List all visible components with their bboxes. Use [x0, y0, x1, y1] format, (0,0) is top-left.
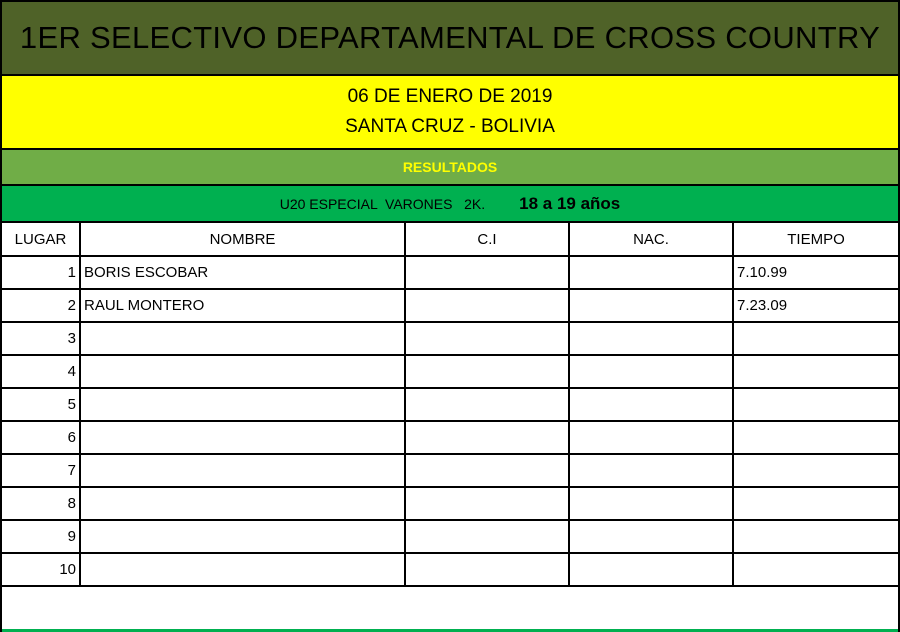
- column-header-ci: C.I: [405, 223, 569, 256]
- name-cell: [80, 520, 405, 553]
- ci-cell: [405, 322, 569, 355]
- table-row: [2, 322, 898, 355]
- name-cell: [80, 553, 405, 586]
- event-title: 1ER SELECTIVO DEPARTAMENTAL DE CROSS COUNTRY: [2, 0, 898, 76]
- place-cell: 9: [2, 520, 80, 553]
- place-cell: 8: [2, 487, 80, 520]
- nac-cell: [569, 487, 733, 520]
- place-cell: 3: [2, 322, 80, 355]
- time-cell: [733, 487, 898, 520]
- table-row: [2, 553, 898, 586]
- place-cell: 2: [2, 289, 80, 322]
- nac-cell: [569, 421, 733, 454]
- section-heading: RESULTADOS: [2, 150, 898, 186]
- column-header-nac: NAC.: [569, 223, 733, 256]
- name-cell: [80, 487, 405, 520]
- category-label: U20 ESPECIAL VARONES 2K.: [279, 195, 486, 212]
- name-cell: [80, 322, 405, 355]
- name-cell: BORIS ESCOBAR: [80, 256, 405, 289]
- nac-cell: [569, 289, 733, 322]
- table-row: [2, 388, 898, 421]
- ci-cell: [405, 355, 569, 388]
- name-cell: [80, 454, 405, 487]
- ci-cell: [405, 421, 569, 454]
- place-cell: 7: [2, 454, 80, 487]
- time-cell: [733, 520, 898, 553]
- results-table: [2, 223, 898, 587]
- name-cell: RAUL MONTERO: [80, 289, 405, 322]
- nac-cell: [569, 520, 733, 553]
- header-row: [2, 223, 898, 256]
- table-row: [2, 355, 898, 388]
- event-info: [2, 76, 898, 150]
- table-row: [2, 256, 898, 289]
- table-row: [2, 520, 898, 553]
- column-header-lugar: LUGAR: [2, 223, 80, 256]
- nac-cell: [569, 355, 733, 388]
- time-cell: [733, 322, 898, 355]
- column-header-tiempo: TIEMPO: [733, 223, 898, 256]
- age-range: 18 a 19 años: [519, 193, 621, 213]
- time-cell: [733, 355, 898, 388]
- time-cell: 7.23.09: [733, 289, 898, 322]
- name-cell: [80, 355, 405, 388]
- column-header-nombre: NOMBRE: [80, 223, 405, 256]
- name-cell: [80, 388, 405, 421]
- table-row: [2, 289, 898, 322]
- place-cell: 5: [2, 388, 80, 421]
- time-cell: [733, 388, 898, 421]
- table-row: [2, 487, 898, 520]
- ci-cell: [405, 388, 569, 421]
- table-row: [2, 421, 898, 454]
- table-row: [2, 454, 898, 487]
- category-bar: [2, 186, 898, 223]
- ci-cell: [405, 553, 569, 586]
- place-cell: 4: [2, 355, 80, 388]
- place-cell: 6: [2, 421, 80, 454]
- event-location: SANTA CRUZ - BOLIVIA: [345, 116, 555, 137]
- ci-cell: [405, 520, 569, 553]
- name-cell: [80, 421, 405, 454]
- nac-cell: [569, 256, 733, 289]
- place-cell: 1: [2, 256, 80, 289]
- ci-cell: [405, 289, 569, 322]
- time-cell: [733, 454, 898, 487]
- nac-cell: [569, 322, 733, 355]
- ci-cell: [405, 454, 569, 487]
- ci-cell: [405, 487, 569, 520]
- time-cell: 7.10.99: [733, 256, 898, 289]
- nac-cell: [569, 388, 733, 421]
- place-cell: 10: [2, 553, 80, 586]
- ci-cell: [405, 256, 569, 289]
- event-date: 06 DE ENERO DE 2019: [347, 86, 553, 107]
- time-cell: [733, 421, 898, 454]
- nac-cell: [569, 553, 733, 586]
- nac-cell: [569, 454, 733, 487]
- time-cell: [733, 553, 898, 586]
